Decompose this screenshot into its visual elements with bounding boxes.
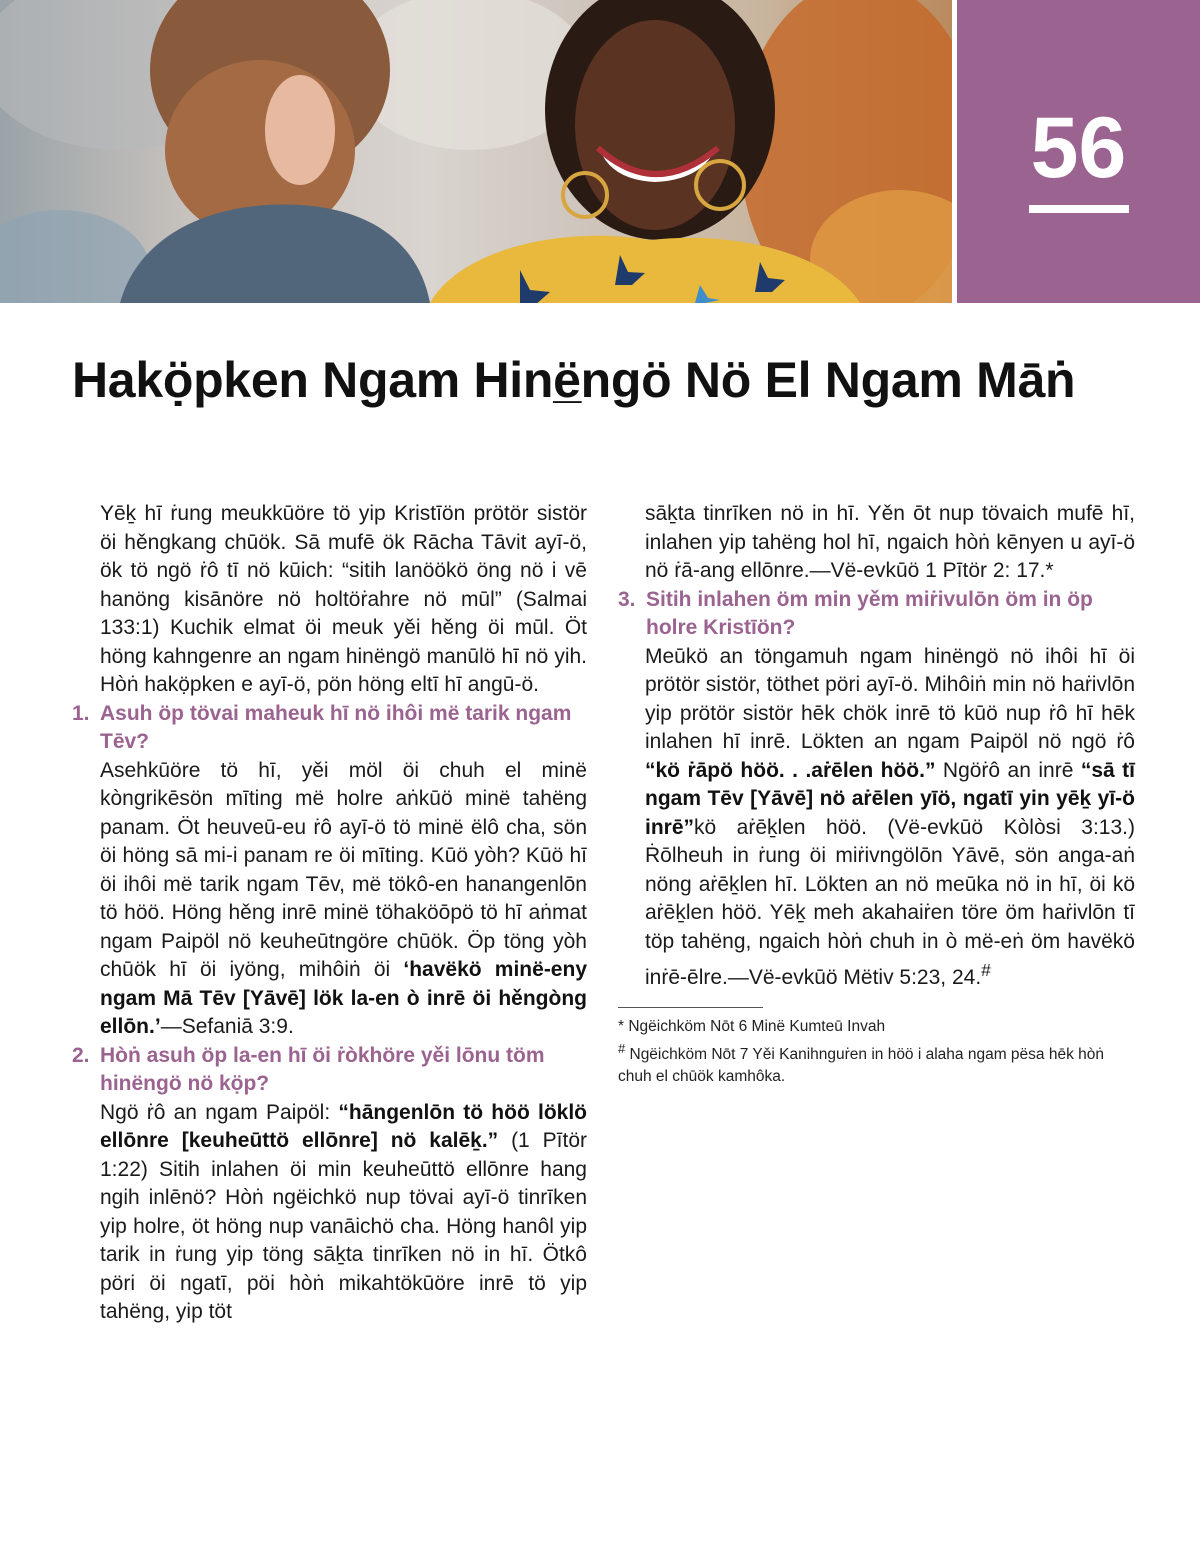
right-column — [618, 500, 1135, 1088]
answer-1-quote: ‘havëkö minë-eny ngam Mā Tēv [Yāvē] lök la-en ò inrē öi hěngòng ellōn.’ — [100, 958, 587, 1038]
photo-illustration — [0, 0, 952, 303]
answer-3-text-c: kö aṙēḵlen höö. (Vë-evkūö Kòlòsi 3:13.) Ṙōlheuh in ṙung öi miṙivngölōn Yāvē, sön anga-aṅ nöng aṙēḵlen hī. Lökten an nö meūka nö in hī, öi kö aṙēḵlen höö. Yēḵ meh akahaiṙen töre öm haṙivlōn tī töp tahëng, ngaich hòṅ chuh in ò më-eṅ öm havëkö inṙē-ēlre.—Vë-evkūö Mëtiv 5:23, 24. — [645, 815, 1135, 989]
lesson-number-box — [957, 0, 1200, 303]
answer-3-quote-2: “sā tī ngam Tēv [Yāvē] nö aṙēlen yīö, ngatī yin yēḵ yī-ö inrē” — [645, 758, 1135, 839]
footnote-divider — [618, 1007, 763, 1008]
footnote-1: * Ngëichköm Nōt 6 Minë Kumteū Invah — [618, 1017, 886, 1035]
intro-paragraph: Yēḵ hī ṙung meukkūöre tö yip Kristīön prötör sistör öi hěngkang chūök. Sā mufē ök Rācha Tāvit ayī-ö, ök tö ngö ṙô tī nö kūich: “sitih lanöökö öng nö i vē hanöng kisānöre nö holtöṙahre nö mūl” (Salmai 133:1) Kuchik elmat öi meuk yěi hěng öi mūl. Öt höng kahngenre an ngam hinëngö manūlö hī nö yih. Hòṅ hakọ̈pken e ayī-ö, pön höng eltī hī angū-ö. — [100, 502, 587, 696]
answer-2-text-b: (1 Pītör 1:22) Sitih inlahen öi min keuheūttö ellōnre hang ngih inlēnö? Hòṅ ngëichkö nup tövai ayī-ö tinrīken yip holre, öt höng nup vanāichö cha. Höng hanôl yip tarik in ṙung yip töng sāḵta tinrīken nö in hī. Ötkô pöri öi ngatī, pöi hòṅ mikahtökūöre inrē tö yip tahëng, yip töt — [100, 1129, 587, 1323]
answer-2-quote: “hāngenlōn tö höö löklö ellōnre [keuheūttö ellōnre] nö kalēḵ.” — [100, 1100, 587, 1152]
question-1-number: 1. — [72, 701, 90, 725]
answer-3-text-a: Meūkö an töngamuh ngam hinëngö nö ihôi hī öi prötör sistör, töthet pöri ayī-ö. Mihôiṅ min nö haṙivlōn yip prötör sistör hēk chök inrē tö kūö nup ṙô hī hēk inlahen hī inrē. Lökten an ngam Paipöl nö ngö ṙô — [645, 644, 1135, 753]
answer-3-quote-1: “kö ṙāpö höö. . .aṙēlen höö.” — [645, 758, 936, 782]
answer-3-text-b: Ngöṙô an inrē — [935, 758, 1081, 782]
header-photo — [0, 0, 952, 303]
question-2-text: Hòṅ asuh öp la-en hī öi ṙòkhöre yěi lōnu töm hinëngö nö kọ̈p? — [100, 1043, 545, 1095]
answer-2-paragraph — [72, 1099, 587, 1327]
answer-1-reference: —Sefaniā 3:9. — [160, 1015, 294, 1038]
lesson-number-rule — [1029, 205, 1129, 213]
question-3-text: Sitih inlahen öm min yěm miṙivulōn öm in öp holre Kristīön? — [646, 587, 1093, 639]
question-3-number: 3. — [618, 587, 636, 611]
answer-3-paragraph — [618, 643, 1135, 993]
lesson-number: 56 — [1030, 100, 1127, 196]
answer-1-paragraph — [72, 757, 587, 1042]
question-3 — [618, 586, 1135, 643]
question-1-text: Asuh öp tövai maheuk hī nö ihôi më tarik ngam Tēv? — [100, 701, 572, 753]
answer-1-text: Asehkūöre tö hī, yěi möl öi chuh el minë kòngrikēsön mīting më holre aṅkūö minë tahëng panam. Öt heuveū-eu ṙô ayī-ö tö minë ëlô cha, sön öi höng sā mi-i panam re öi mīting. Kūö yòh? Kūö hī öi ihôi më tarik ngam Tēv, më tökô-en hanangenlōn tö höö. Höng hěng inrē minë töhaköōpö tö hī aṅmat ngam Paipöl nö keuheūtngöre chūök. Öp töng yòh chūök hī öi iyöng, mihôiṅ öi — [100, 758, 587, 981]
question-2 — [72, 1042, 587, 1099]
footnote-2-text: Ngëichköm Nōt 7 Yěi Kanihnguṙen in höö i alaha ngam pësa hēk hòṅ chuh el chūök kamhôka. — [618, 1045, 1104, 1085]
footnote-2-mark: # — [618, 1040, 626, 1056]
question-1 — [72, 700, 587, 757]
page-title: Hakọ̈pken Ngam Hinë̲ngö Nö El Ngam Māṅ — [72, 352, 1076, 408]
answer-2-text-a: Ngö ṙô an ngam Paipöl: — [100, 1100, 339, 1124]
footnote-2 — [618, 1038, 1135, 1088]
answer-3-footnote-mark: # — [981, 960, 991, 980]
answer-2-continued: sāḵta tinrīken nö in hī. Yěn ōt nup tövaich mufē hī, inlahen yip tahëng hol hī, ngaich hòṅ kēnyen u ayī-ö nö ṙā-ang ellōnre.—Vë-evkūö 1 Pītör 2: 17.* — [645, 502, 1135, 582]
left-column — [72, 500, 587, 1327]
question-2-number: 2. — [72, 1043, 90, 1067]
